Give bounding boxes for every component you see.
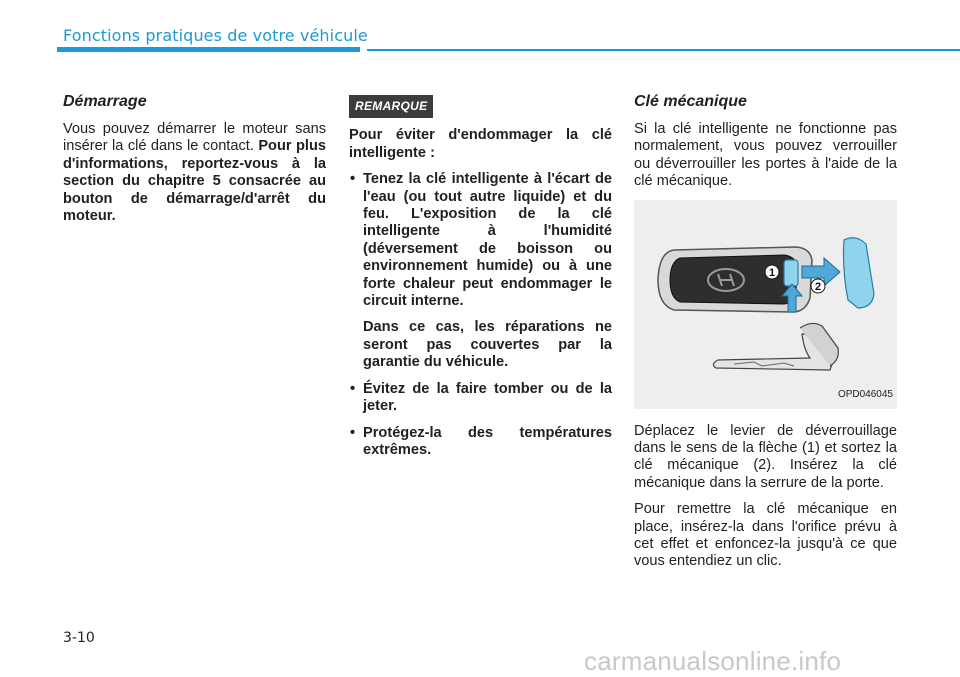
column-remarque (349, 92, 612, 468)
bullet-text: Évitez de la faire tomber ou de la jeter. (363, 380, 612, 415)
figure-label-1: 1 (768, 266, 776, 279)
demarrage-paragraph (63, 121, 326, 225)
key-head-extracted (844, 237, 875, 307)
bullet-text: Tenez la clé intelligente à l'écart de l'eau (ou tout autre liquide) et du feu. L'exposition de la clé intelligente à l'humidité (déversement de boisson ou environnement humide) ou à une forte chaleur peut endommager le circuit interne. (363, 171, 612, 310)
list-item (349, 171, 612, 371)
heading-cle-mecanique: Clé mécanique (634, 93, 747, 110)
cle-paragraph-1: Si la clé intelligente ne fonctionne pas normalement, vous pouvez verrouiller ou déverrouiller les portes à l'aide de la clé mécanique. (634, 121, 897, 190)
cle-paragraph-3: Pour remettre la clé mécanique en place, insérez-la dans l'orifice prévu à cet effet et enfoncez-la jusqu'à ce que vous entendiez un clic. (634, 501, 897, 570)
bullet-dot: • (350, 171, 356, 188)
smart-key-illustration (634, 200, 897, 409)
section-title: Fonctions pratiques de votre véhicule (63, 26, 368, 45)
list-item (349, 381, 612, 416)
page-number: 3-10 (63, 630, 95, 646)
key-figure (634, 200, 897, 409)
bullet-dot: • (350, 380, 356, 397)
heading-demarrage: Démarrage (63, 93, 147, 110)
column-cle-mecanique (634, 92, 897, 580)
column-demarrage (63, 92, 326, 234)
figure-label-2: 2 (814, 280, 822, 293)
remarque-badge: REMARQUE (349, 95, 433, 118)
bullet-dot: • (350, 424, 356, 441)
release-lever (784, 260, 798, 286)
header-rule-thin (367, 49, 960, 51)
demarrage-text: Vous pouvez démarrer le moteur sans insérer la clé dans le contact. (63, 121, 326, 155)
remarque-list (349, 171, 612, 459)
list-item (349, 425, 612, 460)
figure-code: OPD046045 (837, 389, 893, 401)
header-rule-thick (57, 47, 360, 52)
key-fob-panel (670, 255, 797, 304)
watermark: carmanualsonline.info (584, 646, 842, 676)
bullet-text-extra: Dans ce cas, les réparations ne seront pas couvertes par la garantie du véhicule. (363, 319, 612, 371)
bullet-text: Protégez-la des températures extrêmes. (363, 424, 612, 458)
cle-paragraph-2: Déplacez le levier de déverrouillage dans le sens de la flèche (1) et sortez la clé mécanique (2). Insérez la clé mécanique dans la serrure de la porte. (634, 422, 897, 491)
remarque-intro: Pour éviter d'endommager la clé intelligente : (349, 127, 612, 161)
demarrage-reference: Pour plus d'informations, reportez-vous à la section du chapitre 5 consacrée au bouton de démarrage/d'arrêt du moteur. (63, 138, 326, 225)
